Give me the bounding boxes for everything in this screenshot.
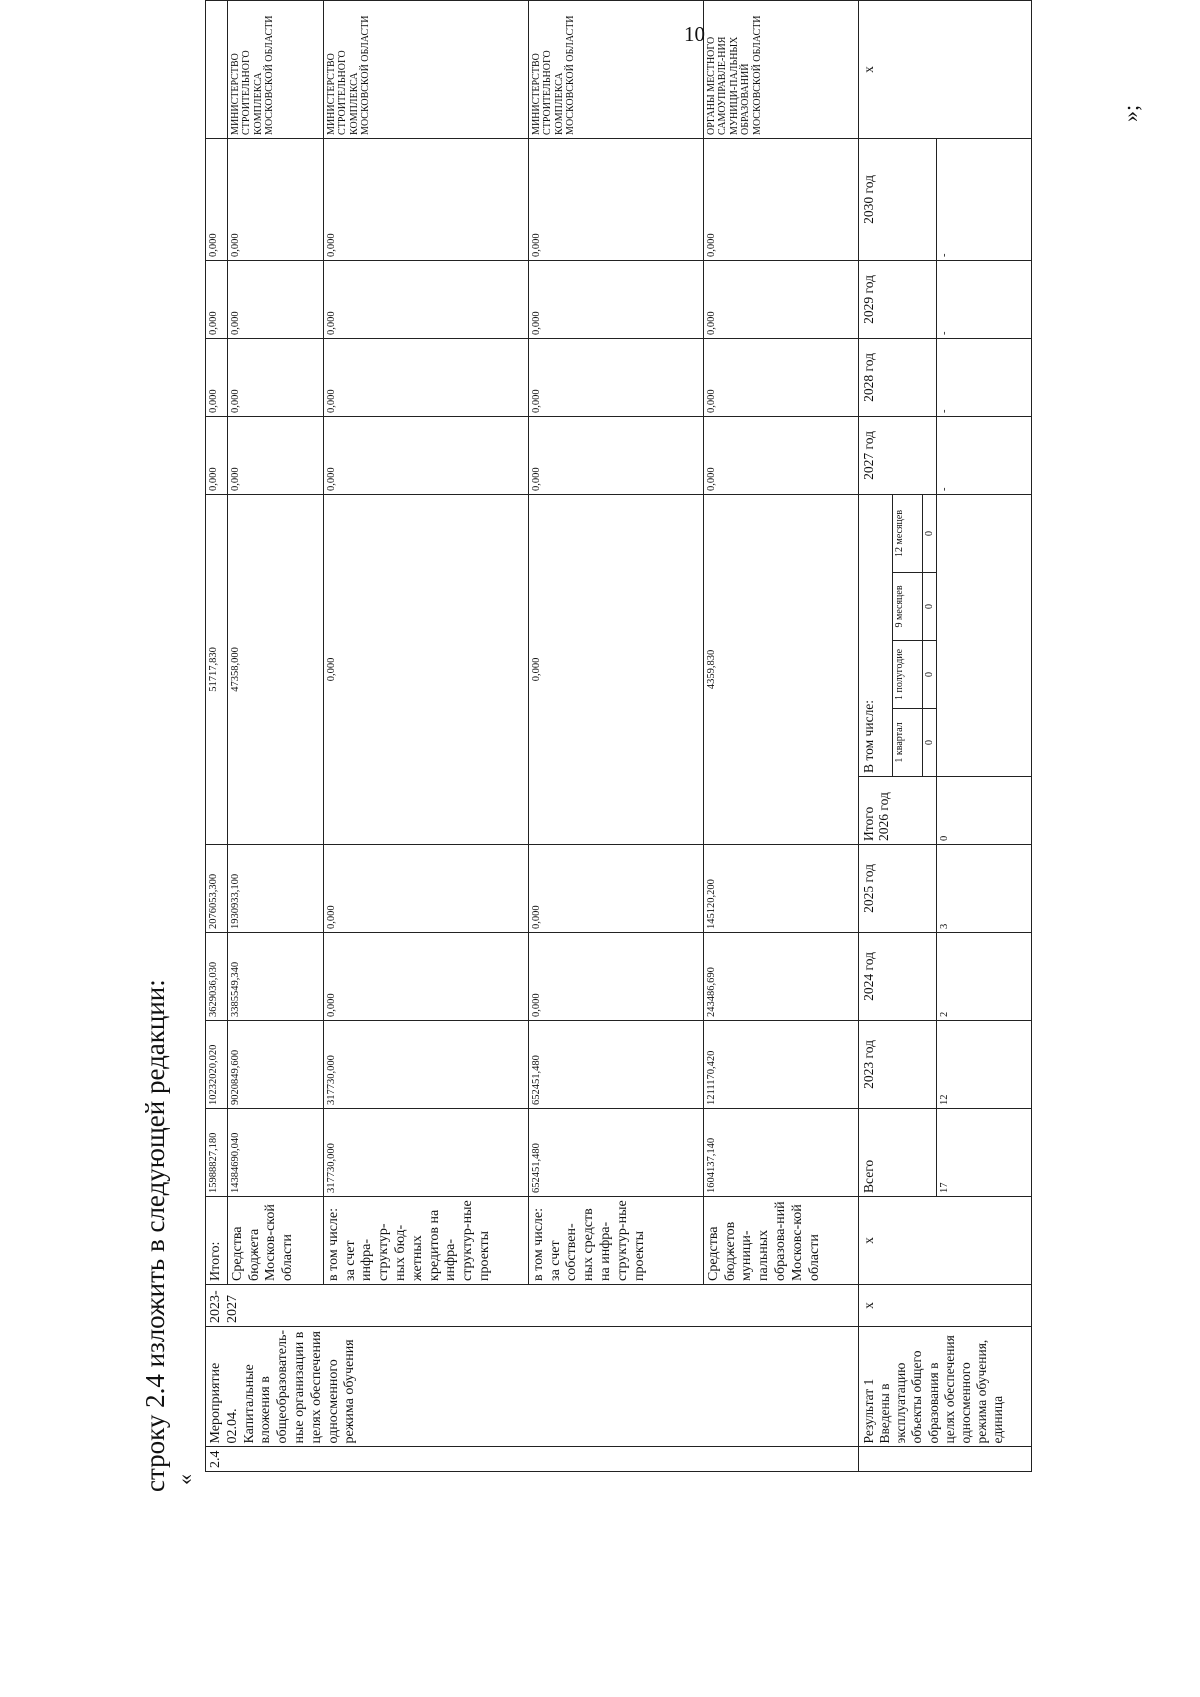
source-label: Итого: (206, 1196, 228, 1284)
source-label: в том числе: за счет инфра-структур-ных бюд-жетных кредитов на инфра-структур-ные проекты (323, 1196, 528, 1284)
value-total: 15988827,180 (206, 1108, 228, 1196)
header-2029: 2029 год (858, 260, 937, 338)
result-number (858, 1447, 1032, 1472)
value-2024: 2 (937, 932, 1032, 1020)
value-2024: 3385549,340 (227, 932, 323, 1020)
value-total: 14384690,040 (227, 1108, 323, 1196)
value-2023: 12 (937, 1020, 1032, 1108)
value-2030: 0,000 (528, 138, 703, 260)
value-2030: 0,000 (206, 138, 228, 260)
value-2030: 0,000 (323, 138, 528, 260)
value-2024: 0,000 (323, 932, 528, 1020)
header-2023: 2023 год (858, 1020, 937, 1108)
value-total: 652451,480 (528, 1108, 703, 1196)
value-2023: 10232020,020 (206, 1020, 228, 1108)
value-2027: - (937, 416, 1032, 494)
value-2026: 0,000 (323, 494, 528, 844)
value-2026: 4359,830 (703, 494, 858, 844)
header-2025: 2025 год (858, 844, 937, 932)
value-2024: 3629036,030 (206, 932, 228, 1020)
row-infra-credits (323, 1, 528, 1472)
responsible (206, 1, 228, 139)
value-h1: 0 (922, 640, 937, 708)
empty-cell (937, 494, 1032, 776)
value-2025: 1930933,100 (227, 844, 323, 932)
header-incl: В том числе: (858, 494, 892, 776)
value-2027: 0,000 (528, 416, 703, 494)
value-2029: 0,000 (703, 260, 858, 338)
value-2025: 2076053,300 (206, 844, 228, 932)
value-2029: - (937, 260, 1032, 338)
value-2029: 0,000 (206, 260, 228, 338)
value-2024: 243486,690 (703, 932, 858, 1020)
value-total: 1604137,140 (703, 1108, 858, 1196)
budget-table (205, 0, 1032, 1472)
result-source: х (858, 1196, 1032, 1284)
value-2028: 0,000 (227, 338, 323, 416)
value-2023: 1211170,420 (703, 1020, 858, 1108)
value-2025: 0,000 (323, 844, 528, 932)
value-2023: 317730,000 (323, 1020, 528, 1108)
page-number: 10 (684, 22, 705, 46)
source-label: в том числе: за счет собствен-ных средств на инфра-структур-ные проекты (528, 1196, 703, 1284)
row-number: 2.4 (206, 1447, 859, 1472)
responsible: МИНИСТЕРСТВО СТРОИТЕЛЬНОГО КОМПЛЕКСА МОСКОВСКОЙ ОБЛАСТИ (528, 1, 703, 139)
header-q1: 1 квартал (892, 708, 922, 776)
header-h1: 1 полугодие (892, 640, 922, 708)
header-2024: 2024 год (858, 932, 937, 1020)
row-municipal (703, 1, 858, 1472)
quote-close: »; (1118, 104, 1143, 122)
responsible: МИНИСТЕРСТВО СТРОИТЕЛЬНОГО КОМПЛЕКСА МОСКОВСКОЙ ОБЛАСТИ (323, 1, 528, 139)
value-2027: 0,000 (703, 416, 858, 494)
value-2028: 0,000 (206, 338, 228, 416)
value-2030: 0,000 (703, 138, 858, 260)
result-period: х (858, 1284, 1032, 1326)
value-2028: 0,000 (703, 338, 858, 416)
header-m9: 9 месяцев (892, 572, 922, 640)
source-label: Средства бюджетов муници-пальных образова-ний Московс-кой области (703, 1196, 858, 1284)
heading: строку 2.4 изложить в следующей редакции: (140, 979, 170, 1492)
row-regional (227, 1, 323, 1472)
header-m12: 12 месяцев (892, 494, 922, 572)
value-2025: 3 (937, 844, 1032, 932)
responsible: МИНИСТЕРСТВО СТРОИТЕЛЬНОГО КОМПЛЕКСА МОСКОВСКОЙ ОБЛАСТИ (227, 1, 323, 139)
value-2030: - (937, 138, 1032, 260)
row-total (206, 1, 228, 1472)
result-label: Результат 1 Введены в эксплуатацию объекты общего образования в целях обеспечения односменного режима обучения, единица (858, 1326, 1032, 1447)
header-2026: Итого 2026 год (858, 776, 937, 844)
value-2029: 0,000 (323, 260, 528, 338)
responsible: ОРГАНЫ МЕСТНОГО САМОУПРАВЛЕ-НИЯ МУНИЦИ-ПАЛЬНЫХ ОБРАЗОВАНИЙ МОСКОВСКОЙ ОБЛАСТИ (703, 1, 858, 139)
header-total: Всего (858, 1108, 937, 1196)
source-label: Средства бюджета Москов-ской области (227, 1196, 323, 1284)
value-2028: - (937, 338, 1032, 416)
result-header-row (858, 1, 892, 1472)
value-m12: 0 (922, 494, 937, 572)
value-2027: 0,000 (227, 416, 323, 494)
value-m9: 0 (922, 572, 937, 640)
value-2023: 9020849,600 (227, 1020, 323, 1108)
value-2023: 652451,480 (528, 1020, 703, 1108)
value-q1: 0 (922, 708, 937, 776)
value-2025: 0,000 (528, 844, 703, 932)
header-2030: 2030 год (858, 138, 937, 260)
value-2027: 0,000 (206, 416, 228, 494)
value-2026: 0,000 (528, 494, 703, 844)
value-2029: 0,000 (528, 260, 703, 338)
header-2027: 2027 год (858, 416, 937, 494)
value-2028: 0,000 (528, 338, 703, 416)
value-2024: 0,000 (528, 932, 703, 1020)
value-2025: 145120,200 (703, 844, 858, 932)
quote-open: « (172, 1474, 197, 1485)
activity-period: 2023-2027 (206, 1284, 859, 1326)
value-2026: 51717,830 (206, 494, 228, 844)
value-2030: 0,000 (227, 138, 323, 260)
row-own-funds (528, 1, 703, 1472)
value-total: 317730,000 (323, 1108, 528, 1196)
value-2027: 0,000 (323, 416, 528, 494)
result-responsible: х (858, 1, 1032, 139)
value-2026: 0 (937, 776, 1032, 844)
value-2029: 0,000 (227, 260, 323, 338)
value-2026: 47358,000 (227, 494, 323, 844)
value-total: 17 (937, 1108, 1032, 1196)
header-2028: 2028 год (858, 338, 937, 416)
activity-name: Мероприятие 02.04. Капитальные вложения в общеобразователь-ные организации в целях обеспечения односменного режима обучения (206, 1326, 859, 1447)
value-2028: 0,000 (323, 338, 528, 416)
